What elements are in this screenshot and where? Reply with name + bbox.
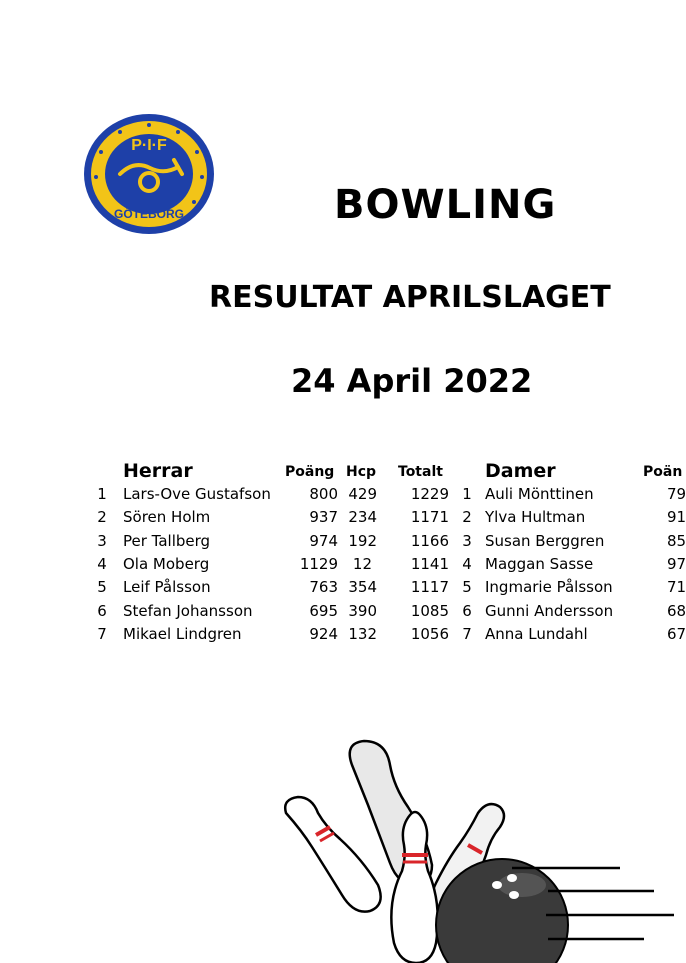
player-name: Ola Moberg bbox=[123, 554, 210, 573]
pif-goteborg-logo bbox=[82, 112, 216, 236]
total: 1171 bbox=[410, 508, 449, 527]
player-name: Anna Lundahl bbox=[485, 624, 588, 643]
rank: 3 bbox=[97, 531, 107, 550]
rank: 5 bbox=[97, 578, 107, 597]
points: 97 bbox=[667, 554, 686, 573]
hcp: 12 bbox=[352, 554, 372, 573]
points: 85 bbox=[667, 531, 686, 550]
points: 974 bbox=[309, 531, 338, 550]
table-row bbox=[0, 601, 686, 625]
player-name: Mikael Lindgren bbox=[123, 624, 242, 643]
player-name: Stefan Johansson bbox=[123, 601, 253, 620]
hcp: 429 bbox=[348, 485, 377, 503]
hcp: 192 bbox=[348, 531, 377, 550]
table-row bbox=[0, 624, 686, 648]
points: 924 bbox=[309, 624, 338, 643]
total: 1229 bbox=[410, 485, 449, 503]
men-results bbox=[0, 485, 686, 655]
points: 91 bbox=[667, 508, 686, 527]
rank: 5 bbox=[462, 578, 472, 597]
women-header: Damer bbox=[485, 460, 556, 482]
hcp: 132 bbox=[348, 624, 377, 643]
player-name: Maggan Sasse bbox=[485, 554, 594, 573]
points-header: Poäng bbox=[285, 464, 335, 480]
rank: 2 bbox=[462, 508, 472, 527]
player-name: Sören Holm bbox=[123, 508, 211, 527]
table-row bbox=[0, 554, 686, 578]
rank: 1 bbox=[97, 485, 107, 503]
player-name: Lars-Ove Gustafson bbox=[123, 485, 271, 503]
logo-bottom-text: GÖTEBORG bbox=[113, 207, 185, 221]
rank: 7 bbox=[97, 624, 107, 643]
table-row bbox=[0, 578, 686, 601]
table-row bbox=[0, 485, 686, 508]
total: 1141 bbox=[410, 554, 449, 573]
hcp-header: Hcp bbox=[346, 464, 377, 480]
points: 763 bbox=[309, 578, 338, 597]
rank: 6 bbox=[97, 601, 107, 620]
men-header: Herrar bbox=[123, 460, 193, 482]
points: 67 bbox=[667, 624, 686, 643]
points: 695 bbox=[309, 601, 338, 620]
page-title: BOWLING bbox=[334, 182, 557, 228]
hcp: 354 bbox=[348, 578, 377, 597]
rank: 1 bbox=[462, 485, 472, 503]
rank: 4 bbox=[462, 554, 472, 573]
hcp: 390 bbox=[348, 601, 377, 620]
women-points-header: Poän bbox=[643, 464, 683, 480]
player-name: Leif Pålsson bbox=[123, 578, 211, 597]
rank: 6 bbox=[462, 601, 472, 620]
rank: 7 bbox=[462, 624, 472, 643]
points: 800 bbox=[309, 485, 338, 503]
page-subtitle: RESULTAT APRILSLAGET bbox=[209, 280, 611, 315]
event-date: 24 April 2022 bbox=[291, 362, 533, 400]
total: 1166 bbox=[410, 531, 449, 550]
points: 68 bbox=[667, 601, 686, 620]
points: 79 bbox=[667, 485, 686, 503]
total: 1056 bbox=[410, 624, 449, 643]
player-name: Gunni Andersson bbox=[485, 601, 614, 620]
hcp: 234 bbox=[348, 508, 377, 527]
player-name: Ingmarie Pålsson bbox=[485, 578, 613, 597]
rank: 2 bbox=[97, 508, 107, 527]
logo-top-text: P·I·F bbox=[131, 137, 167, 154]
rank: 4 bbox=[97, 554, 107, 573]
table-row bbox=[0, 508, 686, 531]
bowling-illustration bbox=[282, 735, 680, 963]
total-header: Totalt bbox=[398, 464, 443, 480]
points: 937 bbox=[309, 508, 338, 527]
player-name: Auli Mönttinen bbox=[485, 485, 594, 503]
points: 1129 bbox=[299, 554, 338, 573]
player-name: Ylva Hultman bbox=[485, 508, 586, 527]
total: 1085 bbox=[410, 601, 449, 620]
player-name: Per Tallberg bbox=[123, 531, 211, 550]
total: 1117 bbox=[410, 578, 449, 597]
points: 71 bbox=[667, 578, 686, 597]
rank: 3 bbox=[462, 531, 472, 550]
player-name: Susan Berggren bbox=[485, 531, 605, 550]
table-row bbox=[0, 531, 686, 555]
